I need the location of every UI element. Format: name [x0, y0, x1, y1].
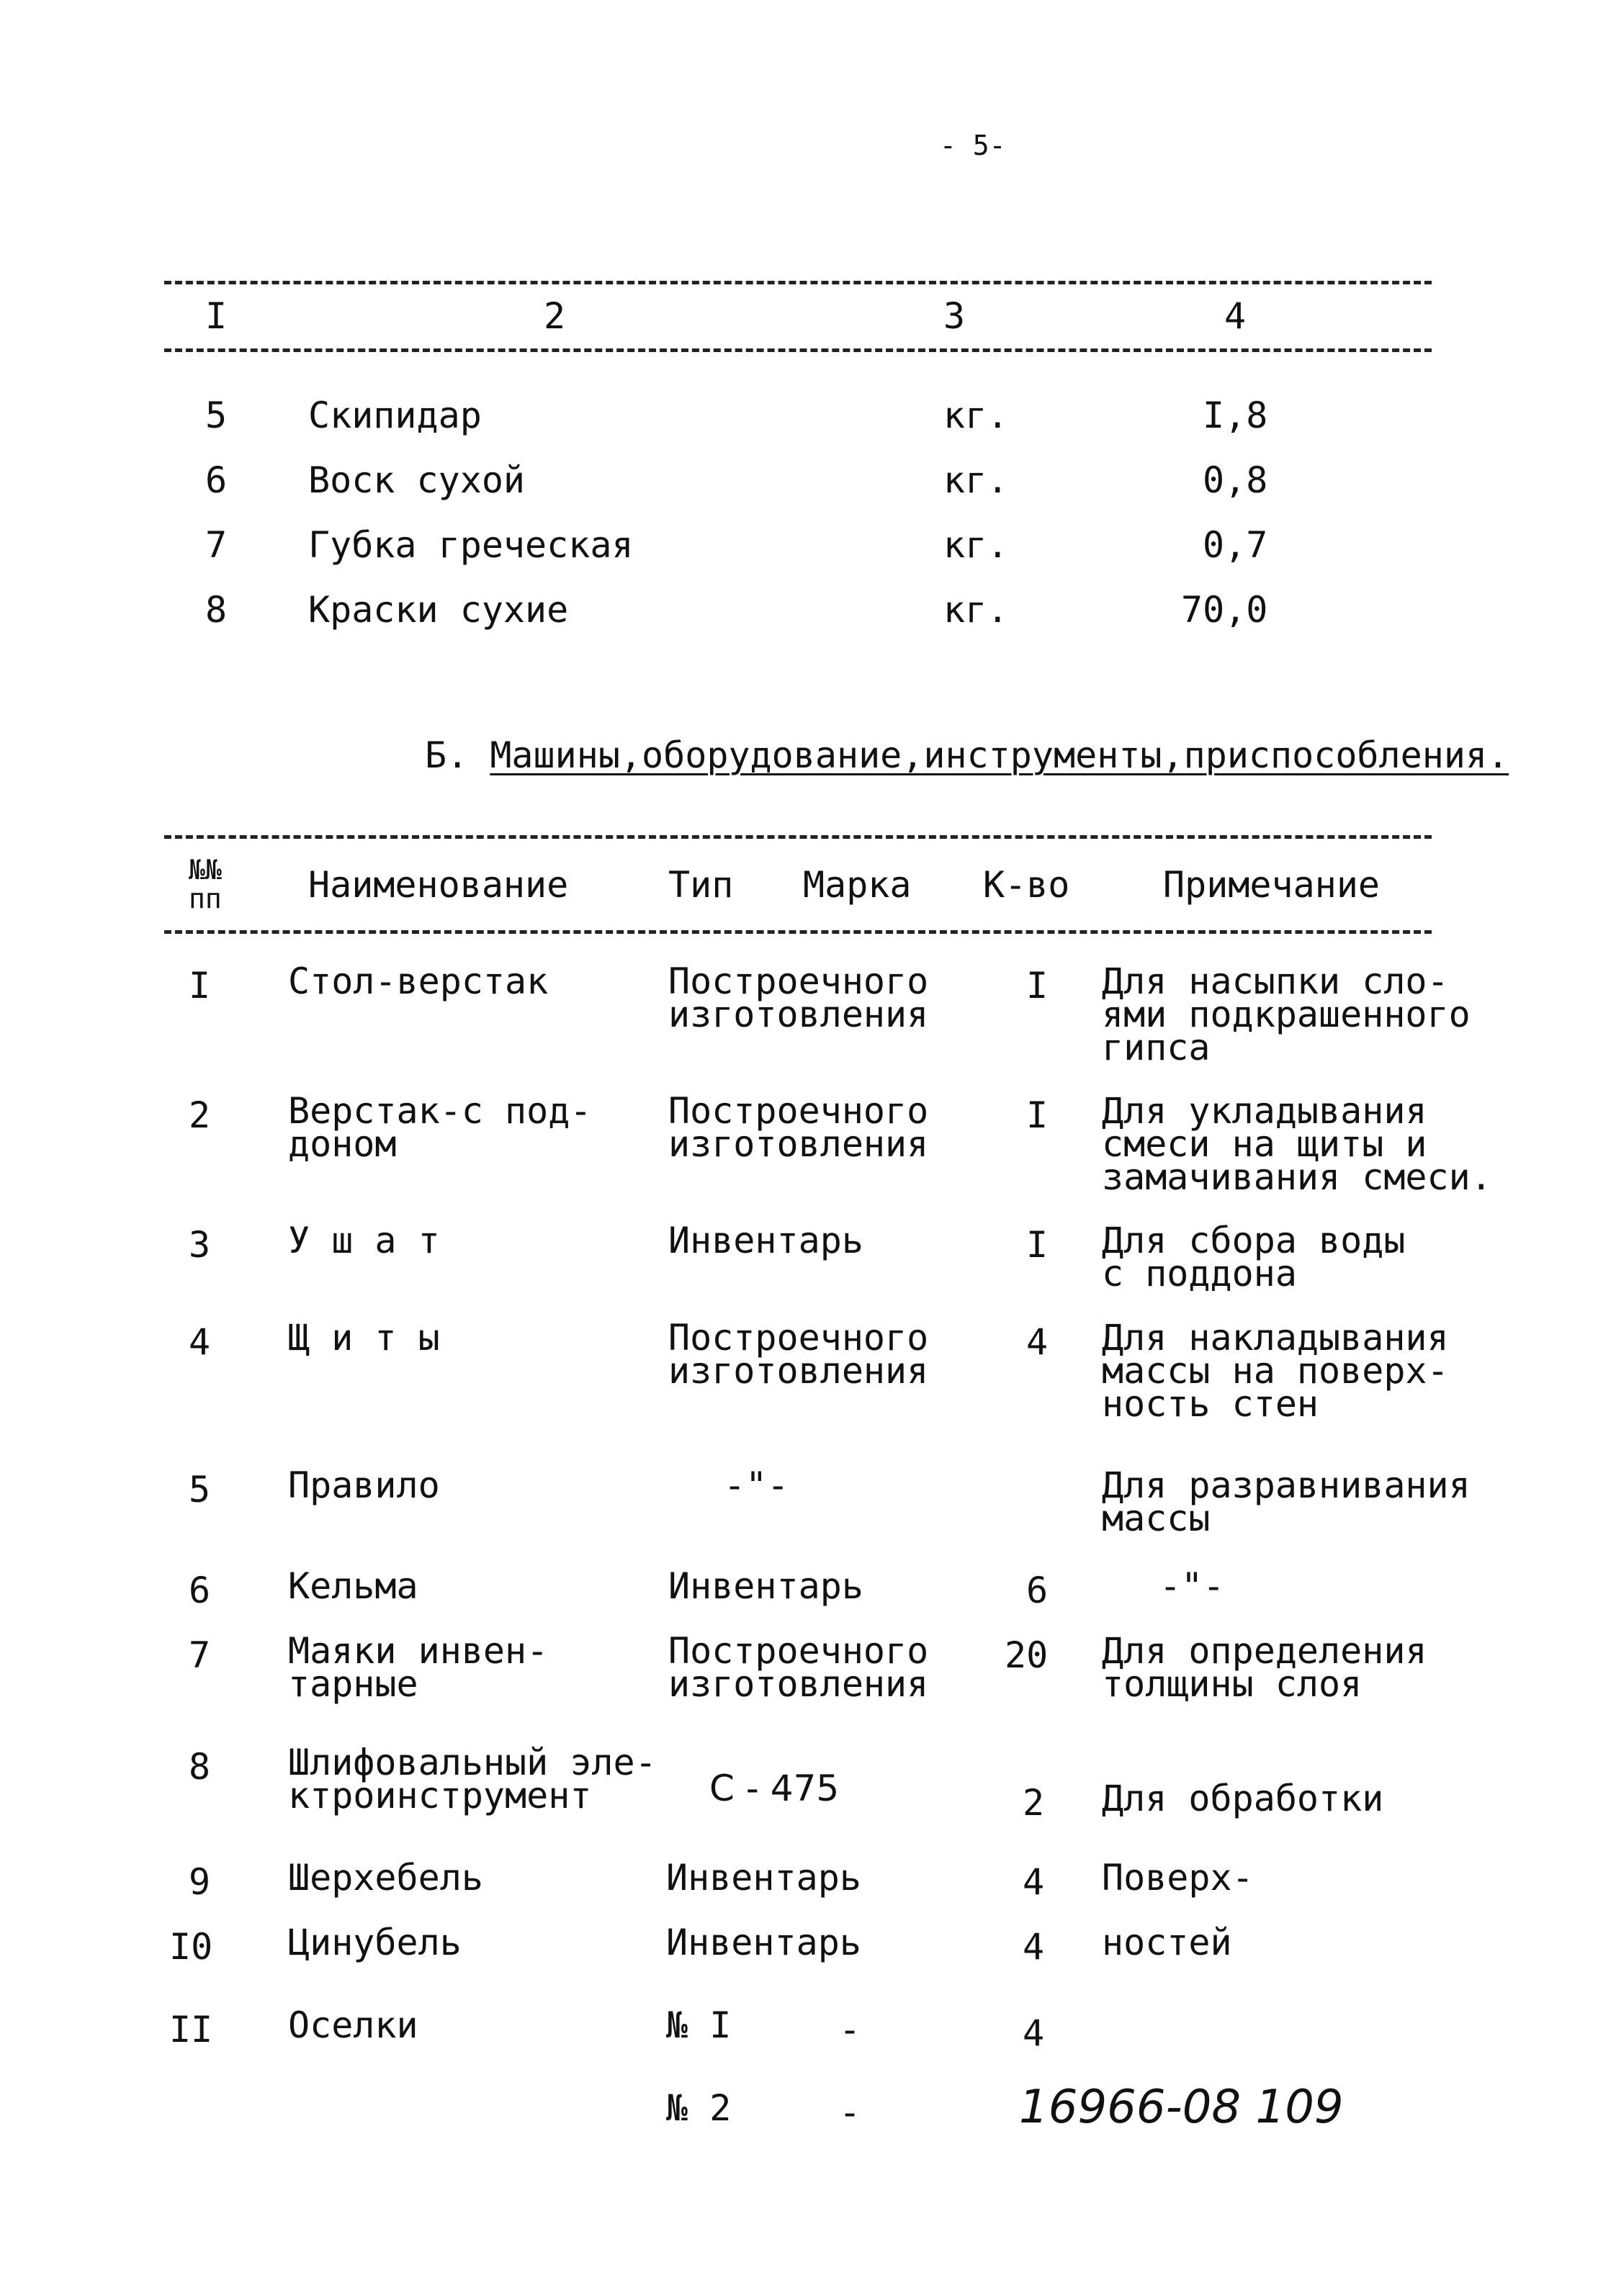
table-b-header-qty: К-во	[983, 864, 1070, 906]
row-number: 6	[205, 459, 228, 501]
table-b-header-type: Тип	[668, 864, 734, 906]
table-a-header-col4: 4	[1224, 295, 1247, 337]
table-a-header-col2: 2	[544, 295, 566, 337]
row-number: 5	[189, 1469, 211, 1511]
row-number: 9	[189, 1861, 211, 1903]
page-number: - 5-	[940, 130, 1006, 161]
row-note: Для накладывания массы на поверх- ность стен	[1102, 1317, 1449, 1425]
row-type: Инвентарь	[666, 1922, 861, 1963]
row-qty: I	[1026, 1224, 1049, 1266]
row-qty: 2	[1023, 1782, 1045, 1824]
table-a-header-rule	[164, 348, 1432, 352]
row-type: Построечного изготовления	[668, 1090, 929, 1165]
row-number: 7	[189, 1634, 211, 1676]
row-mark: -	[839, 2092, 861, 2133]
row-type: Построечного изготовления	[668, 1317, 929, 1392]
row-number: I0	[169, 1926, 213, 1968]
table-b-header-mark: Марка	[803, 864, 912, 906]
table-b-header-rule	[164, 930, 1432, 934]
row-qty: 6	[1026, 1570, 1049, 1611]
row-name: Скипидар	[308, 395, 482, 436]
table-b-top-rule	[164, 835, 1432, 839]
row-qty: 4	[1026, 1321, 1049, 1363]
row-note: Для обработки	[1102, 1778, 1384, 1819]
row-name: У ш а т	[288, 1220, 440, 1261]
row-mark: -	[839, 2009, 861, 2050]
row-type: Инвентарь	[666, 1857, 861, 1899]
section-b-prefix: Б.	[425, 734, 469, 776]
row-name: Шерхебель	[288, 1857, 483, 1899]
row-name: Цинубель	[288, 1922, 462, 1963]
row-type: Построечного изготовления	[668, 960, 929, 1035]
row-name: Маяки инвен- тарные	[288, 1630, 549, 1705]
row-note: -"-	[1159, 1565, 1225, 1607]
row-unit: кг.	[943, 589, 1009, 631]
row-note: Поверх-	[1102, 1857, 1254, 1899]
row-number: I	[189, 965, 211, 1007]
row-qty: 4	[1023, 1926, 1045, 1968]
row-name: Шлифовальный эле- ктроинструмент	[288, 1742, 657, 1816]
row-unit: кг.	[943, 524, 1009, 566]
row-number: 2	[189, 1094, 211, 1136]
row-type: Инвентарь	[668, 1565, 863, 1607]
row-number: 3	[189, 1224, 211, 1266]
table-a-header-col1: I	[205, 295, 228, 337]
row-qty: 4	[1023, 2012, 1045, 2054]
row-name: Кельма	[288, 1565, 418, 1607]
row-type: Построечного изготовления	[668, 1630, 929, 1705]
document-code: 16966-08 109	[1019, 2081, 1344, 2134]
row-type: Инвентарь	[668, 1220, 863, 1261]
row-number: 8	[189, 1746, 211, 1788]
row-name: Краски сухие	[308, 589, 569, 631]
row-note: ностей	[1102, 1922, 1232, 1963]
row-number: 8	[205, 589, 228, 631]
row-type: -"-	[724, 1464, 789, 1506]
row-number: 7	[205, 524, 228, 566]
table-a-header-col3: 3	[943, 295, 966, 337]
row-qty: I	[1026, 965, 1049, 1007]
section-b-title: Машины,оборудование,инструменты,приспособления.	[490, 734, 1509, 776]
row-qty: 4	[1023, 1861, 1045, 1903]
row-qty: I	[1026, 1094, 1049, 1136]
row-note: Для сбора воды с поддона	[1102, 1220, 1406, 1295]
table-b-header-name: Наименование	[308, 864, 569, 906]
row-name: Воск сухой	[308, 459, 526, 501]
row-note: Для разравнивания массы	[1102, 1464, 1471, 1539]
row-number: 5	[205, 395, 228, 436]
row-unit: кг.	[943, 459, 1009, 501]
row-name: Верстак-с под- доном	[288, 1090, 592, 1165]
row-type: № 2	[666, 2087, 732, 2129]
table-b-header-num: №№ пп	[189, 854, 222, 914]
row-note: Для насыпки сло- ями подкрашенного гипса	[1102, 960, 1471, 1068]
row-name: Губка греческая	[308, 524, 634, 566]
table-b-header-note: Примечание	[1163, 864, 1381, 906]
row-note: Для укладывания смеси на щиты и замачивания смеси.	[1102, 1090, 1492, 1198]
row-number: 4	[189, 1321, 211, 1363]
section-b-heading	[425, 734, 1509, 776]
table-a-top-rule	[164, 281, 1432, 284]
row-unit: кг.	[943, 395, 1009, 436]
row-qty: I,8	[1203, 395, 1268, 436]
row-qty: 20	[1005, 1634, 1049, 1676]
row-name: Правило	[288, 1464, 440, 1506]
row-qty: 0,7	[1203, 524, 1268, 566]
row-qty: 70,0	[1181, 589, 1268, 631]
row-note: Для определения толщины слоя	[1102, 1630, 1427, 1705]
row-qty: 0,8	[1203, 459, 1268, 501]
row-number: 6	[189, 1570, 211, 1611]
row-name: Оселки	[288, 2004, 418, 2046]
row-type: № I	[666, 2004, 732, 2046]
row-type: C - 475	[709, 1768, 840, 1809]
row-name: Щ и т ы	[288, 1317, 440, 1359]
row-name: Стол-верстак	[288, 960, 549, 1002]
row-number: II	[169, 2009, 213, 2050]
